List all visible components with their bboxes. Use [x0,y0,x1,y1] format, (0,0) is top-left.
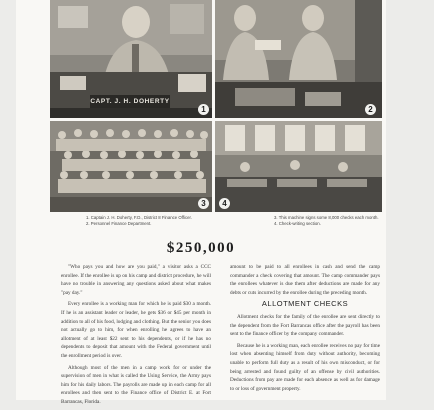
article-paragraph: amount to be paid to all enrollees in cash and send the camp commander a check covering that amount. The camp commander pays the enrollees whatever is due them after deductions are made for any debts or cuts incurred by the enrollee during the preceding month. [230,264,380,296]
photo-captions-right [274,215,434,227]
caption-line: 3. This machine signs some 8,000 checks each month. [274,215,379,220]
article-paragraph: Although most of the men in a camp work for or under the supervision of men in what is called the Using Service, the Army pays him for his daily labors. The payrolls are made up in each camp for all enrollees and then sent to the Finance office of District E. at Fort Barrancas, Florida. [61,364,211,405]
photo-check-signing-image [215,0,382,118]
article-paragraph: Every enrollee is a working man for which he is paid $30 a month. If he is an assistant leader or leader, he gets $36 or $45 per month in addition to all of his food, lodging and clothing. But the senior you does not actually go to him, for when enrolling he agrees to have an allotment of at least $22 sent to his dependents, or if he has no dependents to deposit that amount with the Federal government until the enrollment period is over. [61,301,211,359]
article-paragraph: Allotment checks for the family of the enrollee are sent directly to the dependent from the Fort Barrancas office after the payroll has been sent to the finance officer by the company commander. [230,313,380,338]
caption-line: 4. Check-writing section. [274,221,321,226]
photo-personnel-group [50,121,212,212]
photo-number-badge: 3 [198,198,209,209]
nameplate: CAPT. J. H. DOHERTY [90,95,170,108]
article-column-right [230,263,380,396]
photo-grid [50,0,382,212]
photo-number-badge: 2 [365,104,376,115]
photo-number-badge: 4 [219,198,230,209]
photo-finance-officer [50,0,212,118]
caption-line: 2. Personnel Finance Department. [86,221,152,226]
caption-line: 1. Captain J. H. Doherty, F.D., District 8 Finance Officer. [86,215,192,220]
photo-captions-left [86,215,246,227]
article-paragraph: Because he is a working man, each enrollee receives no pay for time lost when absenting himself from duty without authority, becoming unable to perform full duty as a result of his own misconduct, or for being arrested and found guilty of an offense by civil authorities. Deductions from pay are made for each absence as well as for damage to or loss of government property. [230,342,380,392]
photo-check-signing-machine [215,0,382,118]
section-subhead: ALLOTMENT CHECKS [261,299,349,309]
photo-check-writing-image [215,121,382,212]
photo-personnel-group-image [50,121,212,212]
article-headline: $250,000 [166,240,236,256]
magazine-page [16,0,386,405]
photo-check-writing-section [215,121,382,212]
photo-number-badge: 1 [198,104,209,115]
article-column-left [61,263,211,410]
article-paragraph: "Who pays you and how are you paid," a visitor asks a CCC enrollee. If the enrollee is up on his camp and district procedure, he will have no trouble in answering any questions asked about what makes "pay day." [61,264,211,296]
